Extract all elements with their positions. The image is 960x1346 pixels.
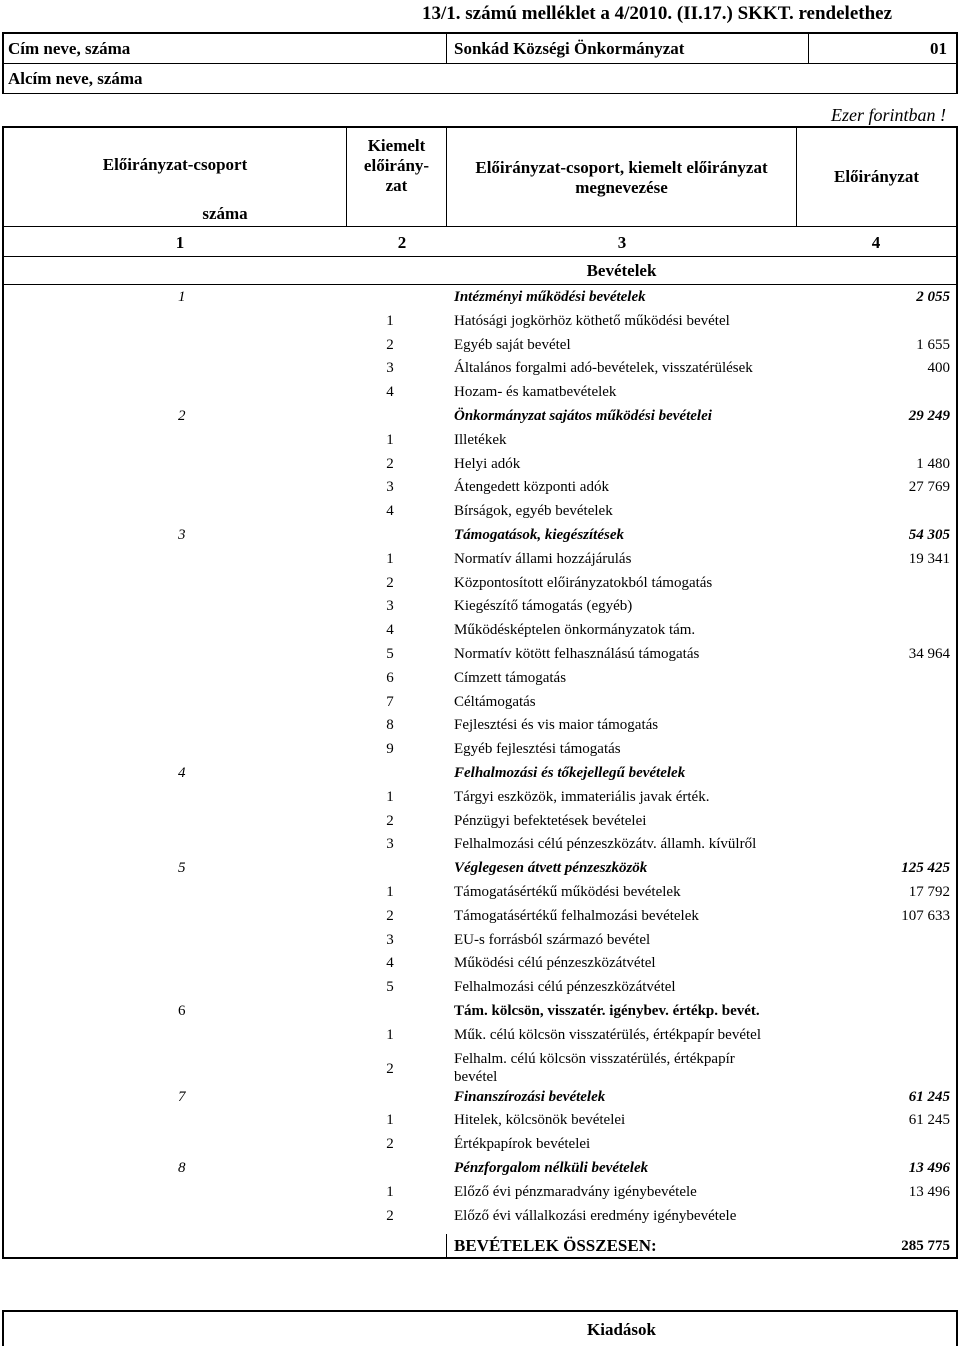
group-number: 5 [178,860,186,877]
item-label: Egyéb fejlesztési támogatás [454,741,621,758]
unit-note: Ezer forintban ! [831,105,946,125]
group-number: 7 [178,1088,186,1105]
group-label: Pénzforgalom nélküli bevételek [454,1160,649,1176]
index-4: 4 [871,233,881,252]
item-label: Értékpapírok bevételei [454,1136,591,1153]
row-value: 400 [927,360,950,377]
annex-title: 13/1. számú melléklet a 4/2010. (II.17.) SKKT. rendelethez [422,3,893,24]
item-number: 3 [386,479,394,496]
group-label: Véglegesen átvett pénzeszközök [454,860,648,877]
item-label: EU-s forrásból származó bevétel [454,931,651,948]
item-label: Előző évi pénzmaradvány igénybevétele [454,1183,697,1200]
row-value: 27 769 [908,479,950,496]
col-group-header-number: száma [202,204,248,223]
item-number: 1 [386,431,394,448]
item-label: Normatív állami hozzájárulás [454,550,632,567]
item-number: 3 [386,931,394,948]
col-kiemelt-header: Kiemelt előirány- zat [363,136,430,195]
col-group-header: Előirányzat-csoport [102,155,248,174]
row-value: 1 655 [916,336,950,353]
item-number: 4 [386,384,394,401]
row-value: 125 425 [901,860,950,877]
col-value-header: Előirányzat [834,167,919,186]
index-2: 2 [397,233,407,252]
group-number: 8 [178,1160,186,1176]
group-label: Intézményi működési bevételek [454,289,646,305]
item-number: 1 [386,312,394,329]
group-number: 6 [178,1003,186,1019]
row-value: 2 055 [916,289,950,305]
alcim-label: Alcím neve, száma [8,69,143,88]
group-label: Önkormányzat sajátos működési bevételei [454,408,712,424]
row-value: 61 245 [908,1112,950,1129]
row-value: 13 496 [908,1183,950,1200]
item-label: Illetékek [454,431,507,448]
item-label: Hitelek, kölcsönök bevételei [454,1112,626,1129]
item-number: 2 [386,1060,394,1077]
item-label: Támogatásértékű felhalmozási bevételek [454,907,699,924]
item-number: 5 [386,979,394,996]
item-label: Átengedett központi adók [454,479,609,496]
group-number: 3 [178,527,186,543]
index-1: 1 [175,233,185,252]
row-value: 34 964 [908,646,950,662]
item-label: Központosított előirányzatokból támogatás [454,574,713,591]
item-number: 5 [386,646,394,662]
item-number: 1 [386,884,394,900]
row-value: 19 341 [908,550,950,567]
row-value: 13 496 [908,1160,950,1176]
group-number: 2 [178,408,186,424]
item-label: Céltámogatás [454,693,536,710]
index-3: 3 [617,233,627,252]
item-number: 9 [386,741,394,758]
item-number: 2 [386,336,394,353]
row-value: 17 792 [908,884,950,900]
item-number: 2 [386,455,394,472]
item-number: 1 [386,788,394,805]
item-number: 2 [386,574,394,591]
item-number: 1 [386,550,394,567]
item-number: 3 [386,360,394,377]
item-number: 4 [386,955,394,972]
group-number: 4 [178,765,186,781]
item-label: Működésképtelen önkormányzatok tám. [454,622,696,639]
item-label-cont: bevétel [454,1068,498,1085]
item-label: Hozam- és kamatbevételek [454,384,617,401]
item-label: Helyi adók [454,455,521,472]
item-number: 4 [386,503,394,520]
item-label: Pénzügyi befektetések bevételei [454,812,647,829]
item-label: Fejlesztési és vis maior támogatás [454,717,659,734]
item-label: Felhalmozási célú pénzeszközátvétel [454,979,676,996]
group-number: 1 [178,289,186,305]
item-label: Általános forgalmi adó-bevételek, visszatérülések [454,360,753,377]
item-label: Címzett támogatás [454,669,567,686]
group-label: Támogatások, kiegészítések [454,527,624,543]
group-label: Tám. kölcsön, visszatér. igénybev. értékp. bevét. [454,1003,760,1019]
item-number: 2 [386,812,394,829]
total-label: BEVÉTELEK ÖSSZESEN: [454,1236,657,1255]
item-label: Felhalmozási célú pénzeszközátv. államh. kívülről [454,836,757,853]
col-name-header: Előirányzat-csoport, kiemelt előirányzat megnevezése [475,158,768,197]
group-label: Finanszírozási bevételek [454,1088,606,1105]
group-label: Felhalmozási és tőkejellegű bevételek [454,765,686,781]
item-number: 1 [386,1183,394,1200]
row-value: 1 480 [916,455,950,472]
item-number: 3 [386,598,394,615]
item-label: Támogatásértékű működési bevételek [454,884,681,900]
item-number: 2 [386,1136,394,1153]
row-value: 107 633 [901,907,950,924]
item-number: 6 [386,669,394,686]
item-number: 1 [386,1026,394,1043]
item-label: Bírságok, egyéb bevételek [454,503,613,520]
section-title: Bevételek [586,261,657,280]
item-number: 7 [386,693,394,710]
cim-value: Sonkád Községi Önkormányzat [454,39,685,58]
item-label: Kiegészítő támogatás (egyéb) [454,598,633,615]
total-value: 285 775 [901,1238,950,1254]
item-number: 4 [386,622,394,639]
item-number: 2 [386,907,394,924]
item-label: Hatósági jogkörhöz köthető működési bevétel [454,312,730,329]
expenses-title: Kiadások [587,1320,656,1339]
cim-code: 01 [930,39,947,58]
item-label: Normatív kötött felhasználású támogatás [454,646,700,662]
item-label: Tárgyi eszközök, immateriális javak érték. [454,788,710,805]
item-label: Működési célú pénzeszközátvétel [454,955,656,972]
item-label: Műk. célú kölcsön visszatérülés, értékpapír bevétel [454,1026,761,1043]
item-label: Egyéb saját bevétel [454,336,571,353]
item-label: Felhalm. célú kölcsön visszatérülés, értékpapír [454,1050,735,1067]
item-number: 8 [386,717,394,734]
item-number: 1 [386,1112,394,1129]
item-number: 2 [386,1207,394,1224]
row-value: 29 249 [908,408,950,424]
cim-label: Cím neve, száma [8,39,131,58]
item-label: Előző évi vállalkozási eredmény igénybevétele [454,1207,737,1224]
row-value: 54 305 [908,527,950,543]
row-value: 61 245 [908,1088,950,1105]
item-number: 3 [386,836,394,853]
